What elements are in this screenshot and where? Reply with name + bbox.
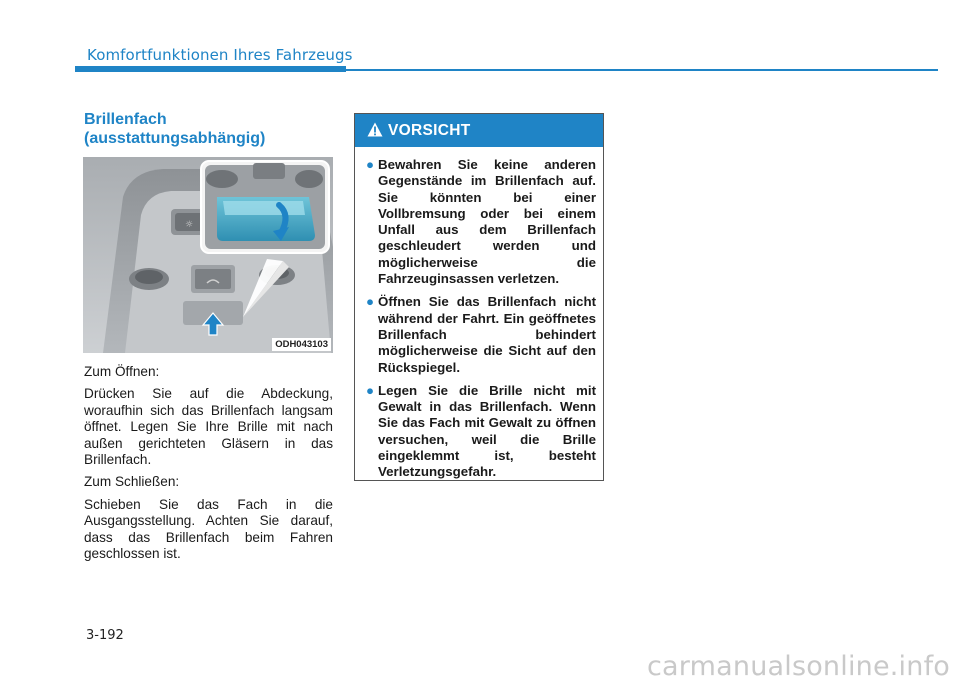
page-number: 3-192 <box>86 628 124 643</box>
caution-item-text: Öffnen Sie das Brillenfach nicht während der Fahrt. Ein geöffnetes Brillenfach behindert möglicherweise die Sicht auf den Rückspiegel. <box>378 294 596 375</box>
section-title-line-2: (ausstattungsabhängig) <box>84 130 266 147</box>
caution-item <box>366 294 596 375</box>
caution-list <box>355 147 603 481</box>
watermark: carmanualsonline.info <box>647 651 950 682</box>
paragraph-open-instructions: Drücken Sie auf die Abdeckung, woraufhin sich das Brillenfach langsam öffnet. Legen Sie Ihre Brille mit nach außen gerichteten Gläsern in das Brillenfach. <box>84 386 333 468</box>
header-rule-thin <box>346 69 938 71</box>
svg-text:☼: ☼ <box>184 220 194 230</box>
paragraph-close-instructions: Schieben Sie das Fach in die Ausgangsstellung. Achten Sie darauf, dass das Brillenfach beim Fahren geschlossen ist. <box>84 496 333 562</box>
paragraph-close-heading: Zum Schließen: <box>84 474 180 490</box>
caution-item-text: Legen Sie die Brille nicht mit Gewalt in das Brillenfach. Wenn Sie das Fach mit Gewalt zu öffnen versuchen, weil die Brille eingeklemmt ist, besteht Verletzungsgefahr. <box>378 382 596 480</box>
section-title-line-1: Brillenfach <box>84 111 167 128</box>
overhead-console-illustration <box>83 157 333 353</box>
bullet-icon: ● <box>366 294 375 310</box>
paragraph-open-heading: Zum Öffnen: <box>84 364 160 379</box>
header-title: Komfortfunktionen Ihres Fahrzeugs <box>87 46 353 64</box>
caution-item <box>366 383 596 481</box>
bullet-icon: ● <box>366 382 375 398</box>
bullet-icon: ● <box>366 157 375 172</box>
warning-triangle-icon <box>367 122 383 137</box>
caution-box <box>354 113 604 481</box>
header-rule-thick <box>75 66 346 72</box>
instructions-text <box>84 364 333 568</box>
caution-header <box>355 114 603 147</box>
section-title <box>84 110 354 148</box>
figure-code: ODH043103 <box>272 338 331 351</box>
caution-item <box>366 157 596 287</box>
sunglass-holder-photo <box>83 157 333 353</box>
caution-item-text: Bewahren Sie keine anderen Gegenstände im Brillenfach auf. Sie könnten bei einer Vollbremsung oder bei einem Unfall aus dem Brillenfach geschleudert werden und möglicherweise die Fahrzeuginsassen verletzen. <box>378 157 596 287</box>
caution-title: VORSICHT <box>388 122 471 139</box>
